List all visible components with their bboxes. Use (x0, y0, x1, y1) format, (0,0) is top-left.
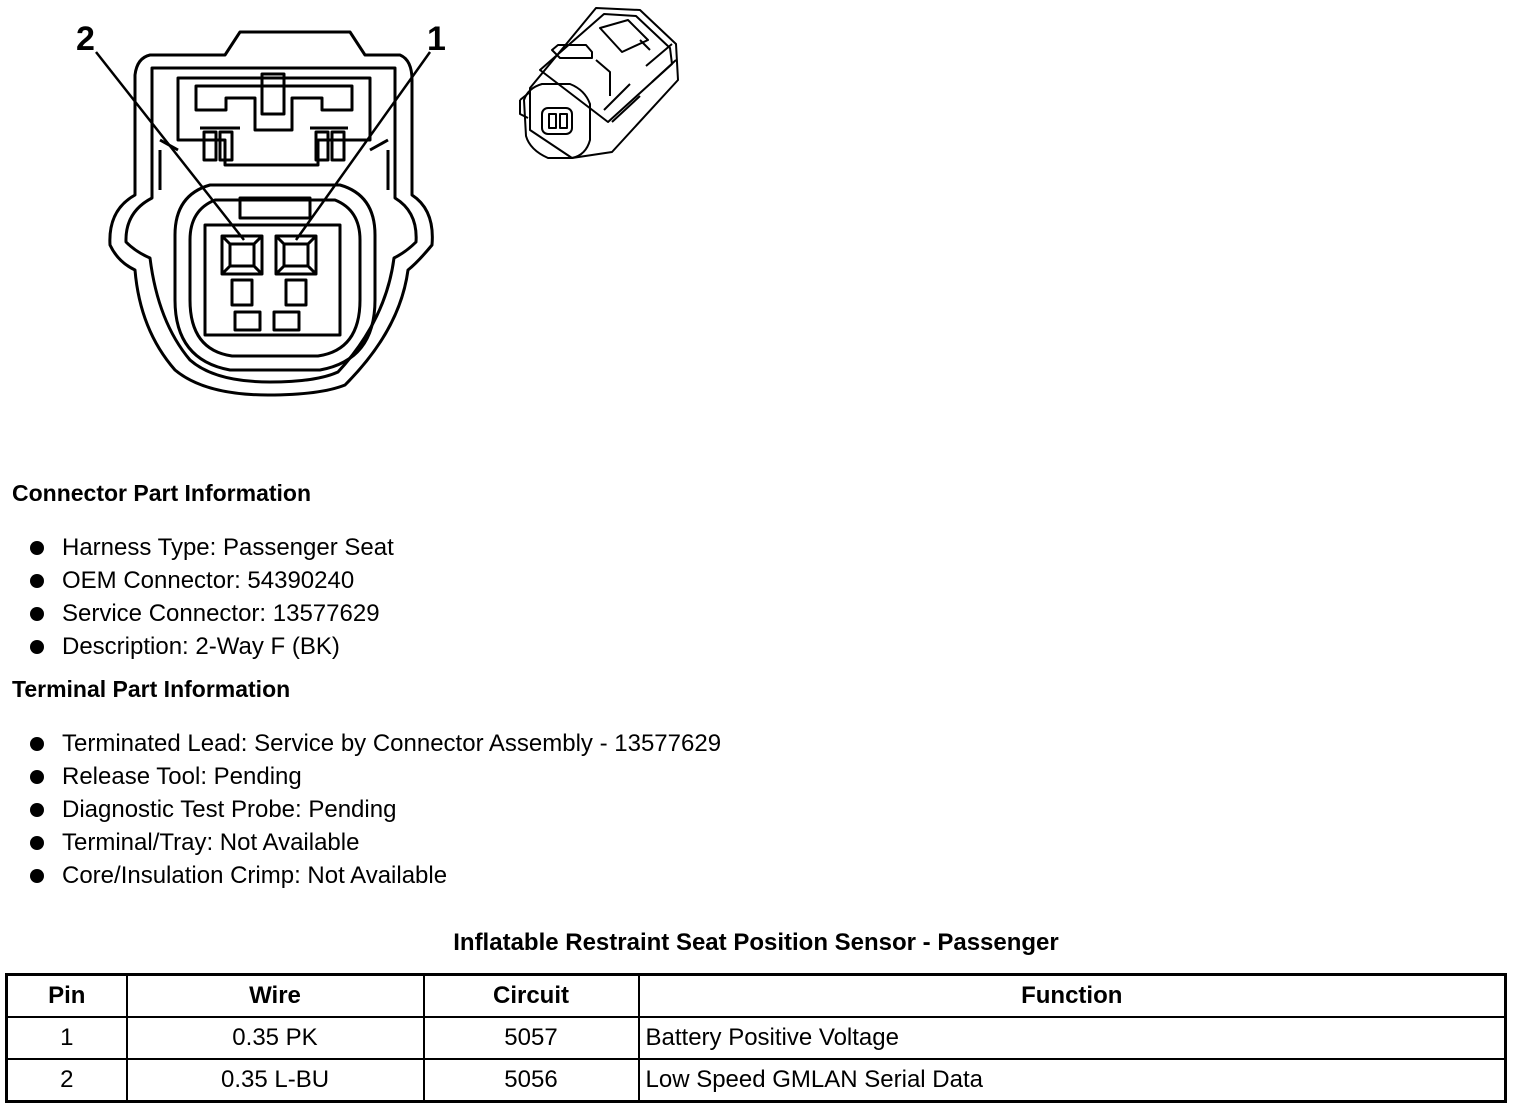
connector-diagram (0, 0, 720, 420)
list-item: Terminated Lead: Service by Connector Assembly - 13577629 (30, 727, 721, 760)
pin-2-label: 2 (76, 20, 95, 58)
bullet-icon (30, 541, 44, 555)
bullet-icon (30, 640, 44, 654)
list-item: Core/Insulation Crimp: Not Available (30, 859, 721, 892)
list-item: Harness Type: Passenger Seat (30, 531, 394, 564)
wire-cell: 0.35 PK (127, 1017, 424, 1059)
terminal-part-info-list (30, 727, 721, 892)
wire-cell: 0.35 L-BU (127, 1059, 424, 1102)
connector-part-info-list (30, 531, 394, 663)
list-item: Terminal/Tray: Not Available (30, 826, 721, 859)
pin-1-label: 1 (427, 20, 446, 58)
connector-part-info-heading: Connector Part Information (12, 480, 312, 506)
table-row (7, 1059, 1506, 1102)
bullet-icon (30, 770, 44, 784)
function-cell: Low Speed GMLAN Serial Data (639, 1059, 1506, 1102)
pin-cell: 2 (7, 1059, 127, 1102)
bullet-icon (30, 836, 44, 850)
list-item: Release Tool: Pending (30, 760, 721, 793)
column-header-circuit: Circuit (424, 975, 639, 1018)
list-item: Diagnostic Test Probe: Pending (30, 793, 721, 826)
bullet-icon (30, 607, 44, 621)
bullet-icon (30, 737, 44, 751)
circuit-cell: 5056 (424, 1059, 639, 1102)
column-header-function: Function (639, 975, 1506, 1018)
bullet-icon (30, 869, 44, 883)
list-item: Service Connector: 13577629 (30, 597, 394, 630)
bullet-icon (30, 574, 44, 588)
list-item: OEM Connector: 54390240 (30, 564, 394, 597)
terminal-part-info-heading: Terminal Part Information (12, 676, 291, 702)
connector-iso-view (520, 8, 678, 158)
pin-cell: 1 (7, 1017, 127, 1059)
table-title: Inflatable Restraint Seat Position Sensor - Passenger (453, 929, 1059, 956)
list-item: Description: 2-Way F (BK) (30, 630, 394, 663)
bullet-icon (30, 803, 44, 817)
pinout-table (5, 973, 1507, 1103)
column-header-wire: Wire (127, 975, 424, 1018)
function-cell: Battery Positive Voltage (639, 1017, 1506, 1059)
table-header-row (7, 975, 1506, 1018)
table-row (7, 1017, 1506, 1059)
circuit-cell: 5057 (424, 1017, 639, 1059)
column-header-pin: Pin (7, 975, 127, 1018)
